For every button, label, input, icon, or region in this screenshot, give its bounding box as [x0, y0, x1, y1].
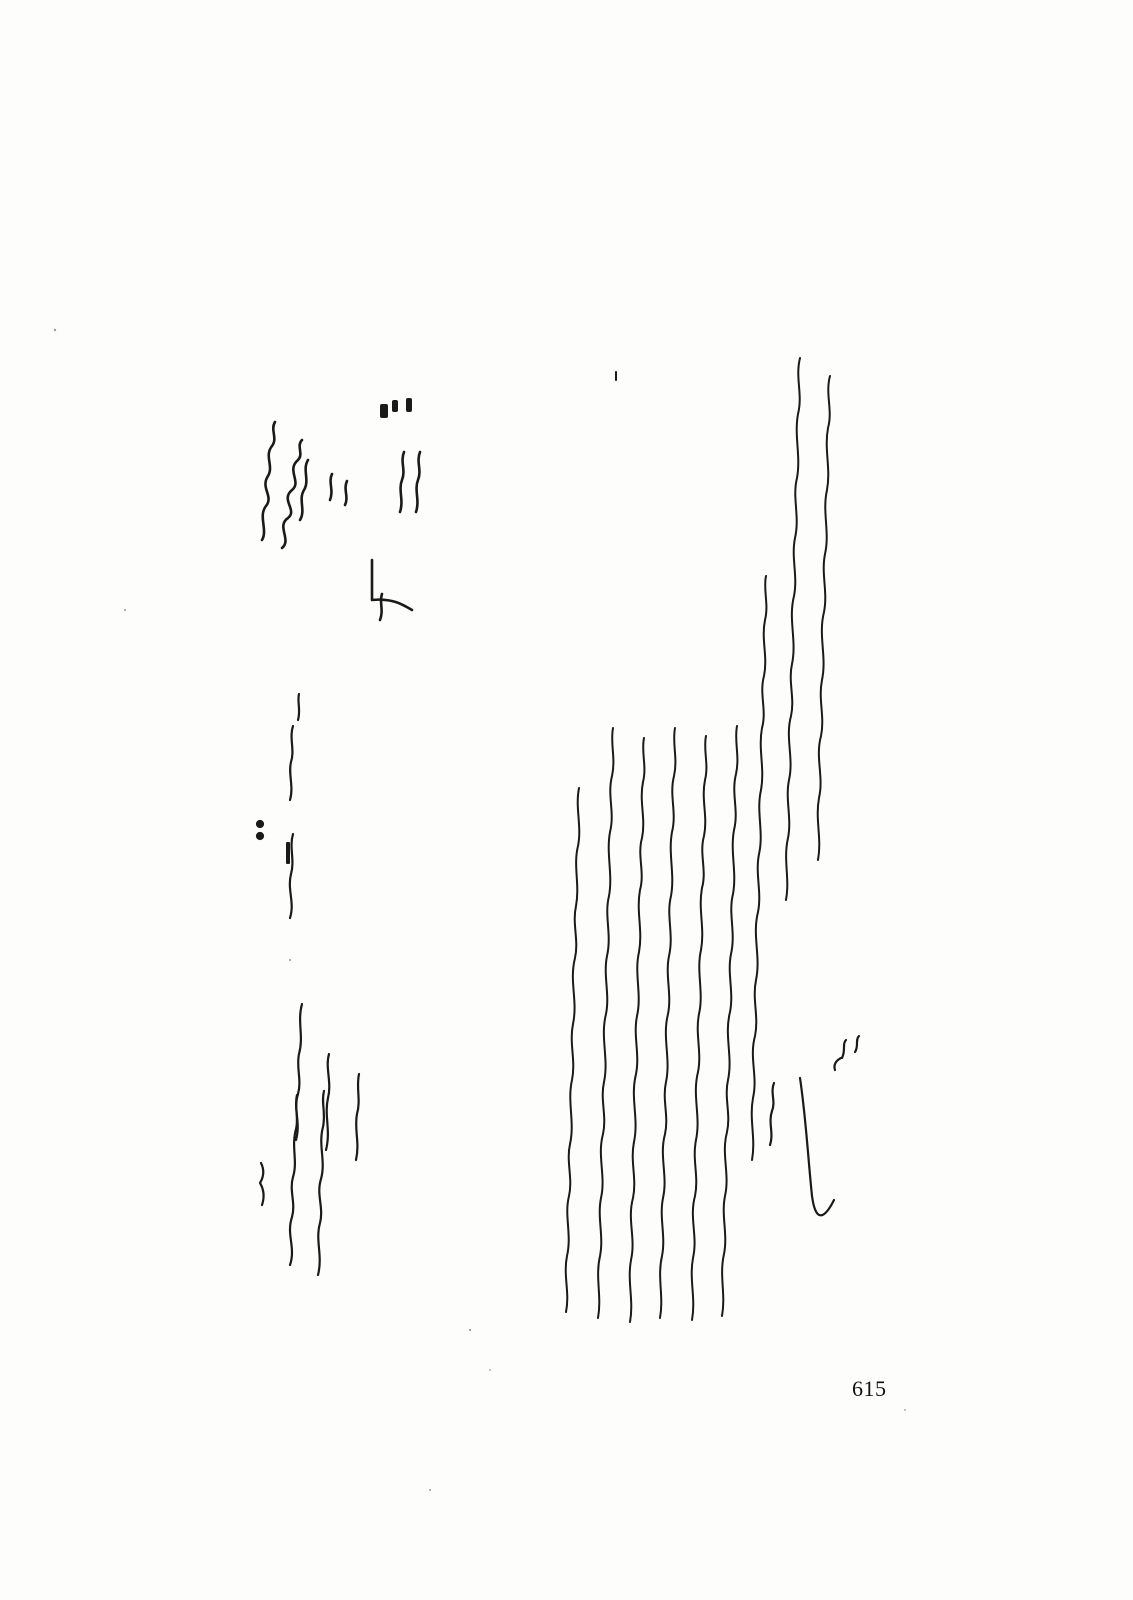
header-left-block [260, 1004, 359, 1275]
scan-specks [54, 329, 906, 1491]
signature-block [770, 1036, 859, 1215]
header-seal-block [262, 422, 420, 620]
page-number: 615 [852, 1376, 887, 1401]
letter-body-lines [566, 358, 830, 1322]
header-center-block [257, 694, 299, 918]
